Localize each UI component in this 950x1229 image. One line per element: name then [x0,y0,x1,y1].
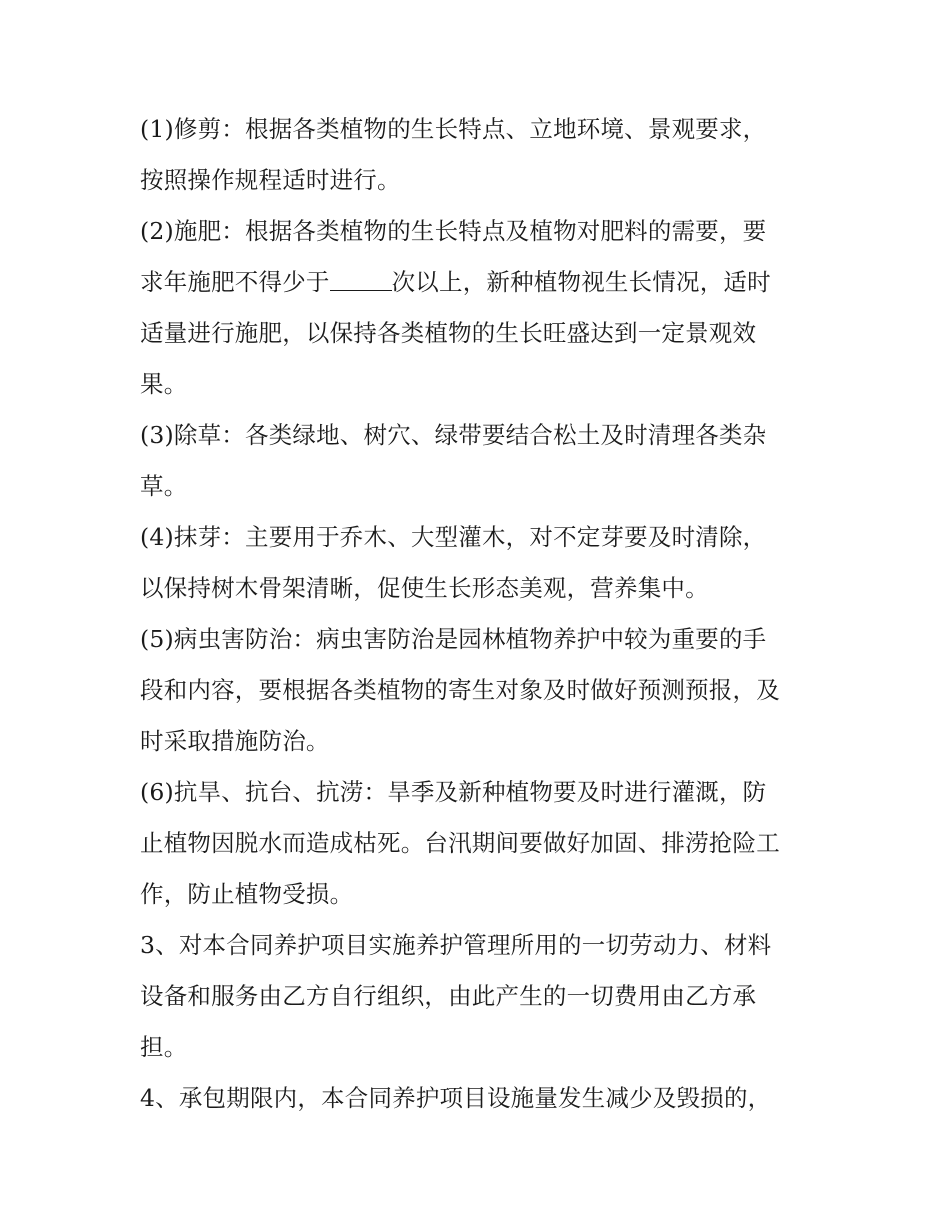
text-line: 止植物因脱水而造成枯死。台汛期间要做好加固、排涝抢险工 [140,829,780,857]
text-line-with-blank [140,257,830,308]
paragraph-clause-4 [140,1073,830,1124]
text-line: 段和内容，要根据各类植物的寄生对象及时做好预测预报，及 [140,676,780,704]
text-segment: 求年施肥不得少于 [140,268,330,296]
text-line: 4、承包期限内，本合同养护项目设施量发生减少及毁损的， [140,1084,772,1112]
text-line: 担。 [140,1033,188,1061]
text-line: (3)除草：各类绿地、树穴、绿带要结合松土及时清理各类杂 [140,421,767,449]
text-line: (4)抹芽：主要用于乔木、大型灌木，对不定芽要及时清除， [140,523,767,551]
paragraph-drought-typhoon-flood [140,767,830,920]
text-line: (2)施肥：根据各类植物的生长特点及植物对肥料的需要，要 [140,217,767,245]
fill-in-blank [330,268,392,291]
text-line: 设备和服务由乙方自行组织，由此产生的一切费用由乙方承 [140,982,757,1010]
text-line: (6)抗旱、抗台、抗涝：旱季及新种植物要及时进行灌溉，防 [140,778,767,806]
paragraph-pruning [140,104,830,206]
text-line: 以保持树木骨架清晰，促使生长形态美观，营养集中。 [140,574,709,602]
text-line: 适量进行施肥，以保持各类植物的生长旺盛达到一定景观效 [140,319,757,347]
text-segment: 次以上，新种植物视生长情况，适时 [391,268,771,296]
text-line: 草。 [140,472,188,500]
text-line: (1)修剪：根据各类植物的生长特点、立地环境、景观要求， [140,115,767,143]
paragraph-pest-control [140,614,830,767]
paragraph-clause-3 [140,920,830,1073]
paragraph-weeding [140,410,830,512]
paragraph-bud-removal [140,512,830,614]
document-body [140,104,830,1124]
text-line: (5)病虫害防治：病虫害防治是园林植物养护中较为重要的手 [140,625,767,653]
text-line: 按照操作规程适时进行。 [140,166,401,194]
text-line: 时采取措施防治。 [140,727,330,755]
text-line: 作，防止植物受损。 [140,880,354,908]
text-line: 3、对本合同养护项目实施养护管理所用的一切劳动力、材料 [140,931,772,959]
text-line: 果。 [140,370,188,398]
paragraph-fertilizing [140,206,830,410]
